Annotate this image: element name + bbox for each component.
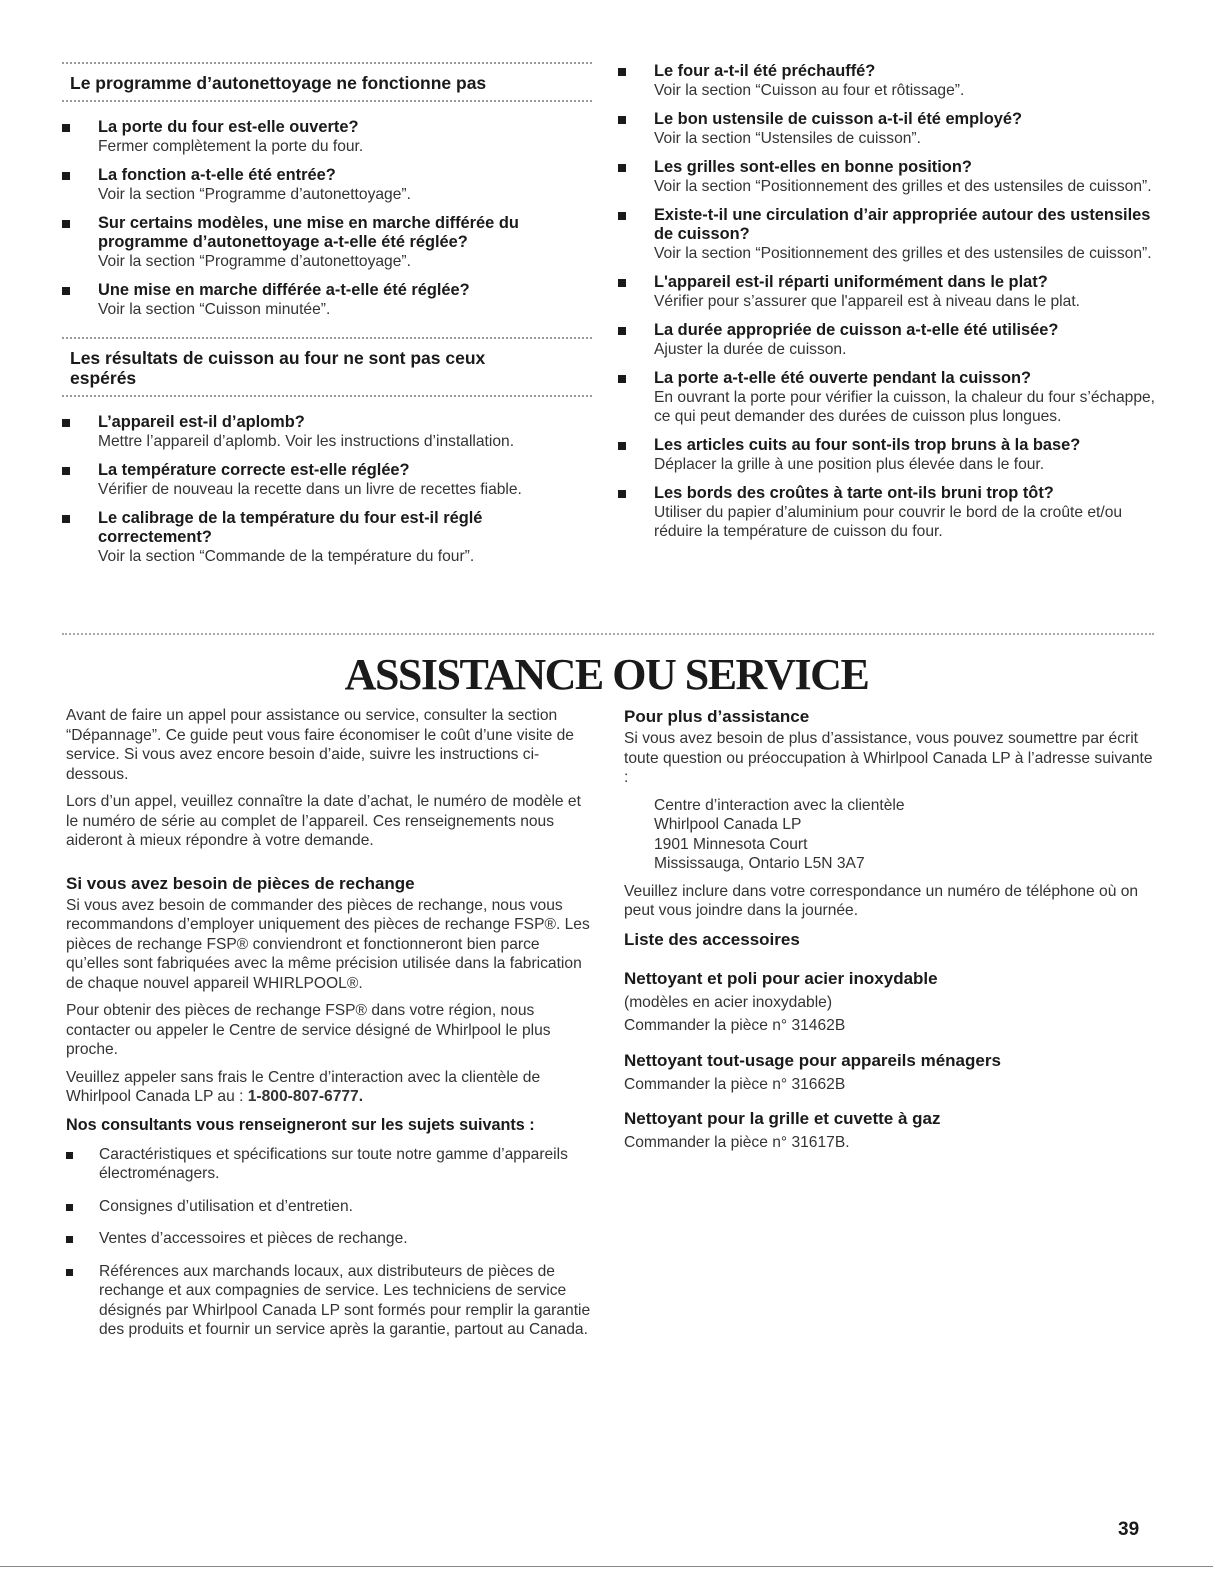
accessory-name: Nettoyant pour la grille et cuvette à gaz: [624, 1109, 941, 1128]
accessory-item: [624, 968, 1154, 1036]
pieces-paragraph: Si vous avez besoin de commander des pièces de rechange, nous vous recommandons d’employer uniquement des pièces de rechange FSP®. Les pièces de rechange FSP® conviendront et fonctionneront bien parce qu’elles sont fabriquées avec la même précision utilisée dans la fabrication de chaque nouvel appareil WHIRLPOOL®.: [66, 896, 590, 992]
call-paragraph: [66, 1068, 592, 1107]
question: La fonction a-t-elle été entrée?: [98, 166, 336, 184]
list-item: [62, 166, 592, 204]
accessory-item: [624, 1108, 1154, 1153]
list-item: [618, 110, 1158, 148]
right-bottom-column: [624, 706, 1154, 1167]
page-title: ASSISTANCE OU SERVICE: [344, 650, 869, 699]
section-heading-resultats: Les résultats de cuisson au four ne sont pas ceux espérés: [62, 337, 592, 397]
answer: Déplacer la grille à une position plus élevée dans le four.: [654, 456, 1045, 473]
list-item: [618, 484, 1158, 541]
intro-paragraph: Lors d’un appel, veuillez connaître la date d’achat, le numéro de modèle et le numéro de série au complet de l’appareil. Ces renseignements nous aideront à mieux répondre à votre demande.: [66, 793, 581, 849]
accessory-line: Commander la pièce n° 31462B: [624, 1017, 846, 1034]
accessory-name: Nettoyant et poli pour acier inoxydable: [624, 968, 938, 988]
answer: Voir la section “Programme d’autonettoyage”.: [98, 253, 411, 270]
phone-number: 1-800-807-6777.: [247, 1088, 364, 1105]
address-line: Centre d’interaction avec la clientèle: [654, 796, 905, 814]
question: Les grilles sont-elles en bonne position?: [654, 158, 972, 176]
plus-heading: Pour plus d’assistance: [624, 707, 810, 726]
list-item: [62, 281, 592, 319]
right-top-column: [618, 62, 1158, 551]
page-number: 39: [1118, 1519, 1140, 1540]
question: Sur certains modèles, une mise en marche différée du programme d’autonettoyage a-t-elle été réglée?: [98, 214, 519, 251]
left-top-column: [62, 62, 592, 576]
accessory-line: Commander la pièce n° 31662B: [624, 1075, 846, 1093]
accessory-line: (modèles en acier inoxydable): [624, 993, 833, 1011]
answer: Vérifier pour s’assurer que l'appareil est à niveau dans le plat.: [654, 293, 1080, 310]
list-item: [618, 158, 1158, 196]
resultats-checklist: [62, 413, 592, 566]
answer: Voir la section “Ustensiles de cuisson”.: [654, 130, 921, 147]
pieces-heading: Si vous avez besoin de pièces de rechange: [66, 873, 415, 893]
address-line: 1901 Minnesota Court: [654, 835, 808, 853]
question: Les articles cuits au four sont-ils trop bruns à la base?: [654, 436, 1081, 454]
question: La porte du four est-elle ouverte?: [98, 118, 359, 136]
address-line: Mississauga, Ontario L5N 3A7: [654, 855, 865, 872]
question: La porte a-t-elle été ouverte pendant la cuisson?: [654, 369, 1032, 387]
list-item: [62, 118, 592, 156]
question: Le four a-t-il été préchauffé?: [654, 62, 876, 80]
question: Une mise en marche différée a-t-elle été réglée?: [98, 281, 470, 299]
answer: Voir la section “Cuisson minutée”.: [98, 301, 331, 318]
accessory-line: Commander la pièce n° 31617B.: [624, 1134, 850, 1151]
accessory-name: Nettoyant tout-usage pour appareils ménagers: [624, 1050, 1001, 1070]
call-text: Veuillez appeler sans frais le Centre d’interaction avec la clientèle de Whirlpool Canada LP au :: [66, 1068, 541, 1105]
answer: Vérifier de nouveau la recette dans un livre de recettes fiable.: [98, 481, 522, 498]
list-item: [618, 369, 1158, 426]
question: Existe-t-il une circulation d’air appropriée autour des ustensiles de cuisson?: [654, 206, 1151, 243]
answer: Utiliser du papier d’aluminium pour couvrir le bord de la croûte et/ou réduire la température de cuisson du four.: [654, 504, 1123, 540]
answer: Voir la section “Commande de la température du four”.: [98, 548, 475, 565]
question: La température correcte est-elle réglée?: [98, 461, 410, 479]
question: L'appareil est-il réparti uniformément dans le plat?: [654, 273, 1048, 291]
question: L’appareil est-il d’aplomb?: [98, 413, 305, 431]
answer: Ajuster la durée de cuisson.: [654, 341, 847, 358]
list-item: Ventes d’accessoires et pièces de rechange.: [66, 1229, 592, 1249]
include-paragraph: Veuillez inclure dans votre correspondance un numéro de téléphone où on peut vous joindre dans la journée.: [624, 882, 1139, 919]
answer: Voir la section “Programme d’autonettoyage”.: [98, 186, 411, 203]
autonettoyage-checklist: [62, 118, 592, 319]
mailing-address: [624, 796, 1154, 874]
intro-paragraph: Avant de faire un appel pour assistance ou service, consulter la section “Dépannage”. Ce guide peut vous faire économiser le coût d’une visite de service. Si vous avez encore besoin d’aide, suivre les instructions ci-dessous.: [66, 707, 574, 783]
consultants-list: [66, 1145, 592, 1340]
plus-paragraph: Si vous avez besoin de plus d’assistance, vous pouvez soumettre par écrit toute question ou préoccupation à Whirlpool Canada LP à l’adresse suivante :: [624, 730, 1153, 786]
bottom-rule: [0, 1566, 1213, 1567]
accessory-item: [624, 1050, 1154, 1095]
question: Le bon ustensile de cuisson a-t-il été employé?: [654, 110, 1022, 128]
consultants-heading: Nos consultants vous renseigneront sur les sujets suivants :: [66, 1115, 535, 1134]
question: Le calibrage de la température du four est-il réglé correctement?: [98, 509, 483, 546]
address-line: Whirlpool Canada LP: [654, 816, 802, 833]
answer: Voir la section “Cuisson au four et rôtissage”.: [654, 82, 965, 99]
resultats-checklist-continued: [618, 62, 1158, 541]
answer: En ouvrant la porte pour vérifier la cuisson, la chaleur du four s’échappe, ce qui peut demander des durées de cuisson plus longues.: [654, 389, 1156, 425]
question: La durée appropriée de cuisson a-t-elle été utilisée?: [654, 321, 1059, 339]
list-item: [62, 509, 592, 566]
answer: Fermer complètement la porte du four.: [98, 138, 364, 155]
section-divider: [62, 633, 1154, 635]
list-item: [62, 461, 592, 499]
list-item: [618, 436, 1158, 474]
list-item: [618, 206, 1158, 263]
list-item: [62, 214, 592, 271]
list-item: [62, 413, 592, 451]
answer: Voir la section “Positionnement des grilles et des ustensiles de cuisson”.: [654, 245, 1152, 262]
list-item: [618, 273, 1158, 311]
list-item: Références aux marchands locaux, aux distributeurs de pièces de rechange et aux compagnies de service. Les techniciens de service désignés par Whirlpool Canada LP sont formés pour remplir la garantie des produits et fournir un service après la garantie, partout au Canada.: [66, 1262, 592, 1340]
list-item: Consignes d’utilisation et d’entretien.: [66, 1197, 592, 1217]
section-heading-autonettoyage: Le programme d’autonettoyage ne fonctionne pas: [62, 62, 592, 102]
list-item: [618, 321, 1158, 359]
accessoires-heading: Liste des accessoires: [624, 929, 800, 949]
pieces-paragraph: Pour obtenir des pièces de rechange FSP® dans votre région, nous contacter ou appeler le Centre de service désigné de Whirlpool le plus proche.: [66, 1002, 551, 1058]
question: Les bords des croûtes à tarte ont-ils bruni trop tôt?: [654, 484, 1054, 502]
answer: Mettre l’appareil d’aplomb. Voir les instructions d’installation.: [98, 433, 515, 450]
answer: Voir la section “Positionnement des grilles et des ustensiles de cuisson”.: [654, 178, 1152, 195]
left-bottom-column: [66, 706, 592, 1353]
list-item: [618, 62, 1158, 100]
list-item: Caractéristiques et spécifications sur toute notre gamme d’appareils électroménagers.: [66, 1145, 592, 1184]
